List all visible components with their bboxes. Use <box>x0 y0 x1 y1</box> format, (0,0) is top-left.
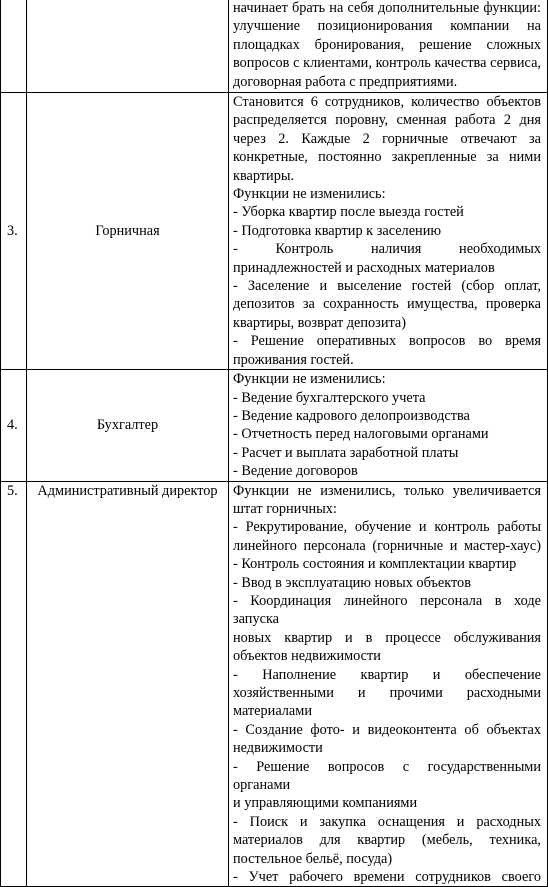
function-line: - Наполнение квартир и обеспечение <box>233 666 541 683</box>
function-line: штат горничных: <box>233 500 337 517</box>
function-line: - Решение оперативных вопросов во время <box>233 333 541 350</box>
function-line: и управляющими компаниями <box>233 795 418 812</box>
role-cell: Административный директор <box>27 481 229 887</box>
table-row <box>1 93 548 370</box>
function-line: проживания гостей. <box>233 351 354 368</box>
function-line: квартиры, возврат депозита) <box>233 314 407 331</box>
function-line: квартиры. <box>233 167 295 184</box>
function-line: - Отчетность перед налоговыми органами <box>233 426 489 443</box>
table-row <box>1 0 548 93</box>
function-line: депозитов за сохранность имущества, проверка <box>233 296 541 313</box>
function-line: материалами <box>233 703 312 720</box>
function-line: - Создание фото- и видеоконтента об объектах <box>233 721 541 738</box>
function-line: принадлежностей и расходных материалов <box>233 259 495 276</box>
row-number-cell: 4. <box>1 370 27 481</box>
table-row <box>1 481 548 887</box>
functions-cell <box>229 93 548 370</box>
function-line: - Уборка квартир после выезда гостей <box>233 204 464 221</box>
function-line: - Контроль состояния и комплектации квартир <box>233 556 517 573</box>
function-line: Функции не изменились, только увеличивается <box>233 482 541 499</box>
function-line: площадках бронирования, решение сложных <box>233 36 541 53</box>
function-line: распределяется поровну, сменная работа 2 дня <box>233 112 541 129</box>
role-cell <box>27 0 229 93</box>
table-row <box>1 370 548 481</box>
function-line: - Контроль наличия необходимых <box>233 241 541 258</box>
function-line: новых квартир и в процессе обслуживания <box>233 629 541 646</box>
function-line: - Заселение и выселение гостей (сбор оплат, <box>233 278 541 295</box>
function-line: через 2. Каждые 2 горничные отвечают за <box>233 130 541 147</box>
function-line: линейного персонала (горничные и мастер-хаус) <box>233 537 541 554</box>
function-line: - Ведение кадрового делопроизводства <box>233 407 470 424</box>
function-line: начинает брать на себя дополнительные функции: <box>233 0 541 16</box>
function-line: - Ведение договоров <box>233 463 358 480</box>
function-line: объектов недвижимости <box>233 648 381 665</box>
function-line: - Ведение бухгалтерского учета <box>233 389 426 406</box>
function-line: - Рекрутирование, обучение и контроль работы <box>233 519 541 536</box>
row-number-cell: 3. <box>1 93 27 370</box>
function-line: недвижимости <box>233 740 323 757</box>
function-line: - Решение вопросов с государственными органами <box>233 758 541 794</box>
function-line: материалов для квартир (мебель, техника, <box>233 832 541 849</box>
row-number-cell: 5. <box>1 481 27 887</box>
functions-cell <box>229 370 548 481</box>
function-line: Функции не изменились: <box>233 186 386 203</box>
function-line: Функции не изменились: <box>233 371 386 388</box>
row-number-cell <box>1 0 27 93</box>
function-line: улучшение позиционирования компании на <box>233 18 541 35</box>
function-line: Становится 6 сотрудников, количество объектов <box>233 94 541 110</box>
function-line: договорная работа с предприятиями. <box>233 73 458 90</box>
function-line: конкретные, постоянно закрепленные за ними <box>233 149 541 166</box>
role-cell: Бухгалтер <box>27 370 229 481</box>
role-cell: Горничная <box>27 93 229 370</box>
function-line: постельное бельё, посуда) <box>233 850 393 867</box>
function-line: - Координация линейного персонала в ходе запуска <box>233 592 541 628</box>
function-line: вопросов с клиентами, контроль качества сервиса, <box>233 55 541 72</box>
function-line: - Поиск и закупка оснащения и расходных <box>233 813 541 830</box>
functions-cell <box>229 0 548 93</box>
function-line: - Учет рабочего времени сотрудников своего <box>233 869 541 886</box>
function-line: - Ввод в эксплуатацию новых объектов <box>233 574 471 591</box>
function-line: хозяйственными и прочими расходными <box>233 685 541 701</box>
function-line: - Расчет и выплата заработной платы <box>233 444 459 461</box>
function-line: - Подготовка квартир к заселению <box>233 222 442 239</box>
functions-cell <box>229 481 548 887</box>
